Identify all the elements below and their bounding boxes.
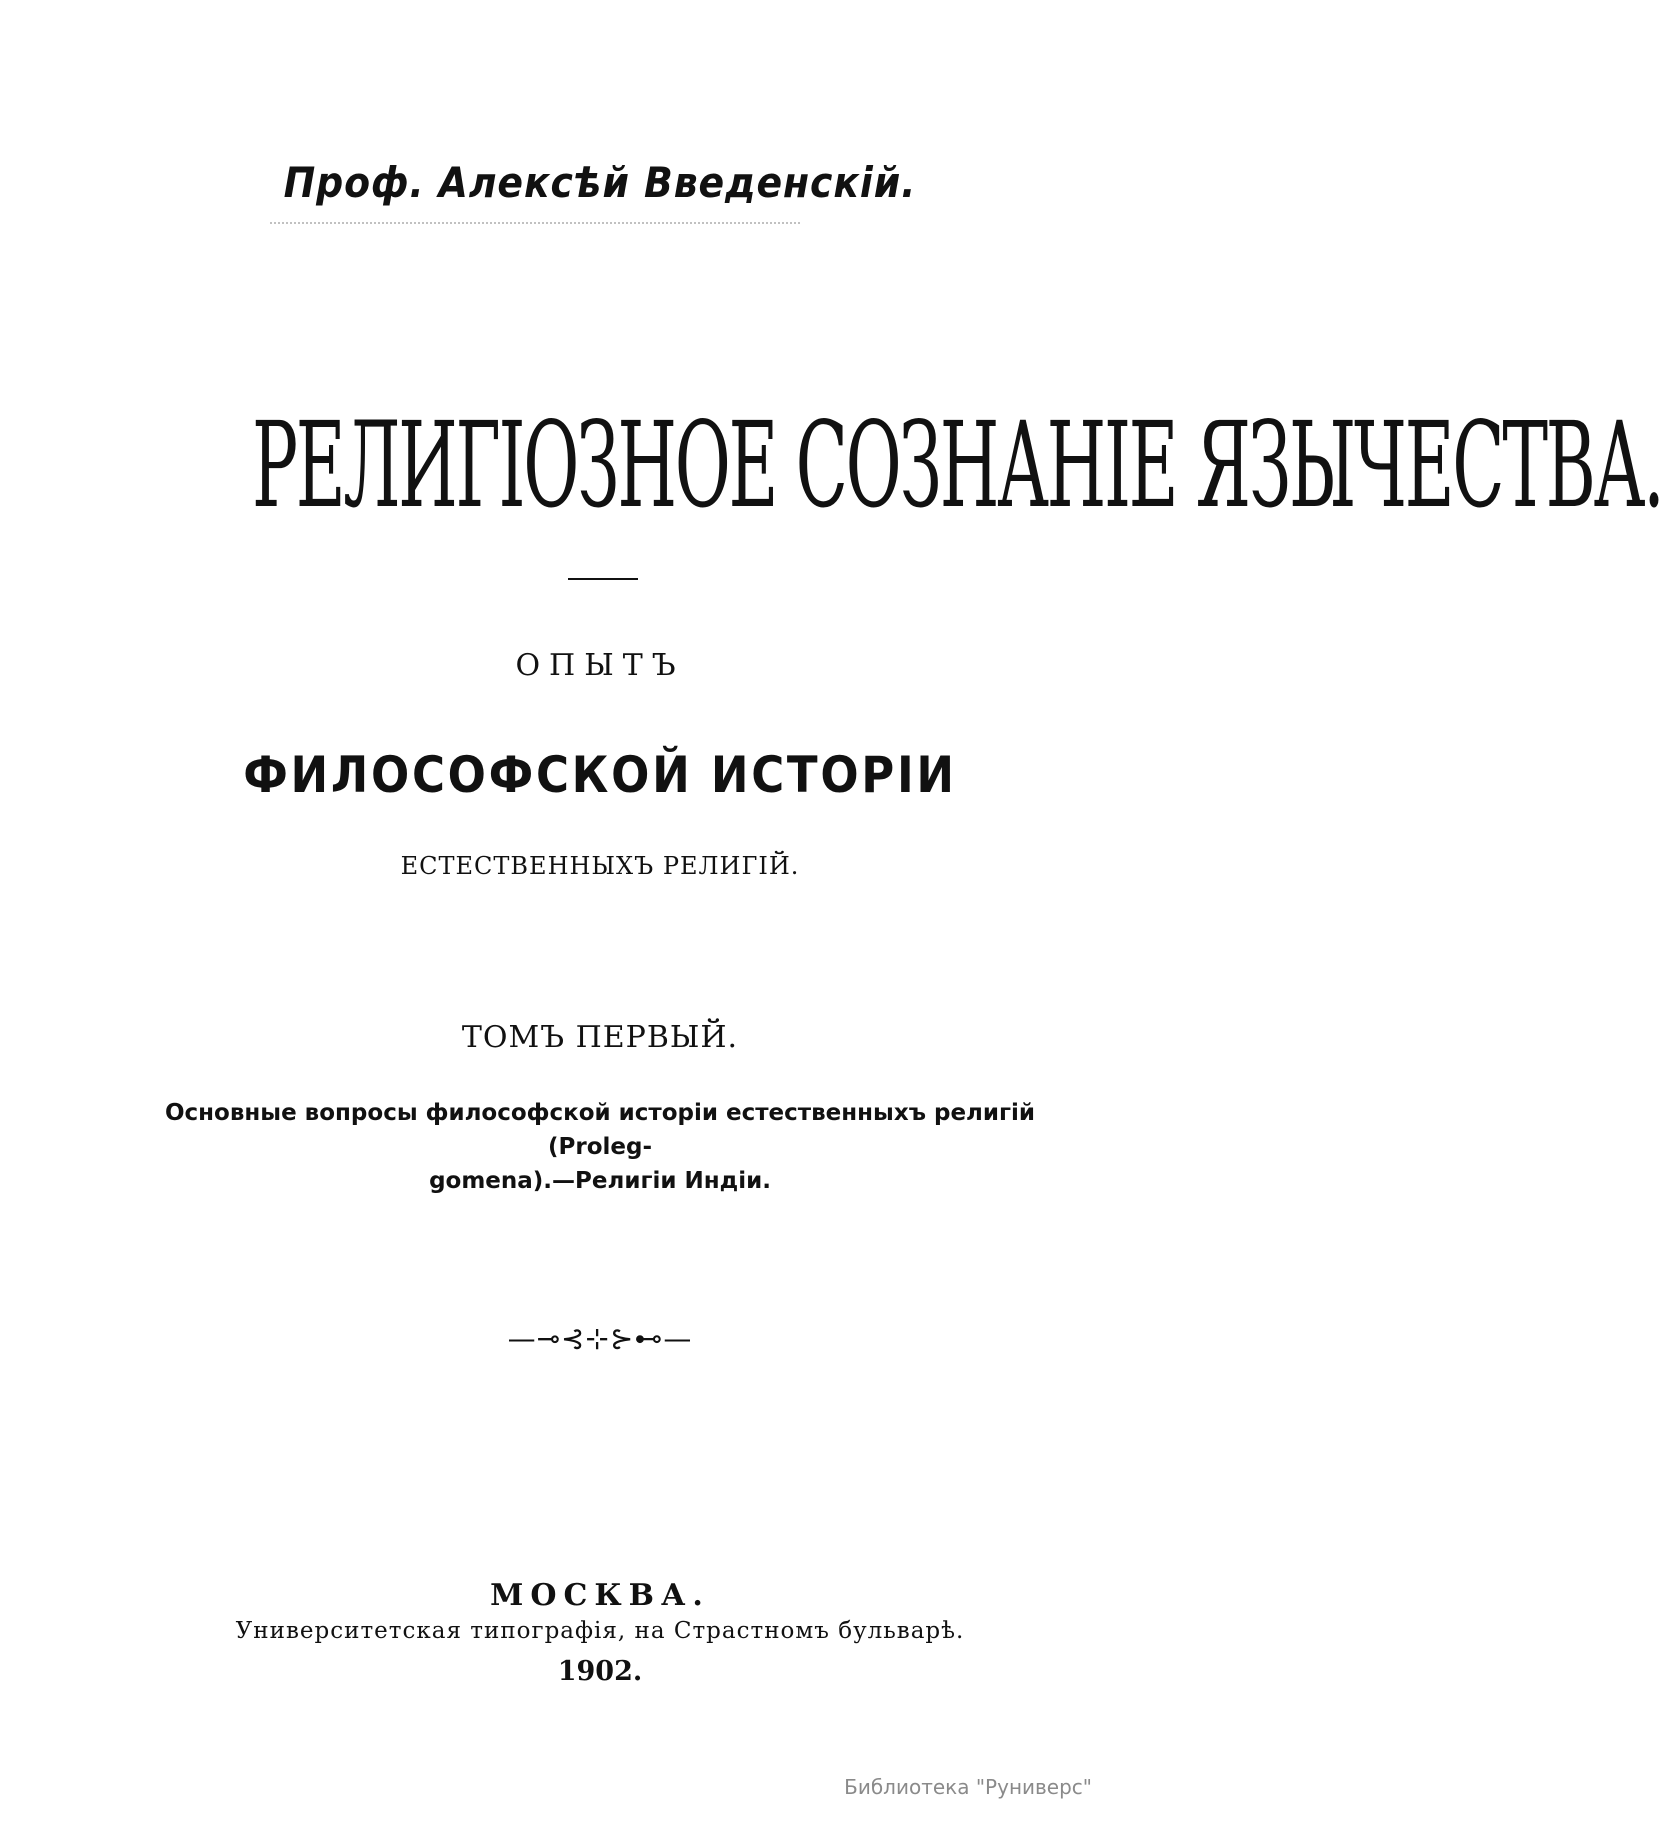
book-title: РЕЛИГІОЗНОЕ СОЗНАНІЕ ЯЗЫЧЕСТВА. <box>252 396 1663 534</box>
contents-line-2: gomena).—Религіи Индіи. <box>429 1168 771 1194</box>
subtitle-line-1: ОПЫТЪ <box>515 648 685 683</box>
short-rule <box>568 578 638 580</box>
volume-contents <box>140 1096 1060 1198</box>
library-watermark: Библиотека "Руниверс" <box>844 1775 1092 1799</box>
imprint-printer: Университетская типографія, на Страстномъ бульварѣ. <box>235 1618 965 1644</box>
subtitle-line-2: ФИЛОСОФСКОЙ ИСТОРІИ <box>243 746 957 804</box>
imprint-city: МОСКВА. <box>490 1578 710 1613</box>
imprint-year: 1902. <box>557 1656 643 1687</box>
author-name: Проф. Алексѣй Введенскій. <box>283 158 917 207</box>
volume-label: ТОМЪ ПЕРВЫЙ. <box>461 1020 739 1055</box>
dotted-rule <box>270 222 800 228</box>
ornament-divider: —⊸⊰⊹⊱⊷— <box>507 1322 693 1355</box>
contents-line-1: Основные вопросы философской исторіи естественныхъ религій (Proleg- <box>164 1100 1036 1160</box>
subtitle-line-3: ЕСТЕСТВЕННЫХЪ РЕЛИГІЙ. <box>400 852 800 880</box>
